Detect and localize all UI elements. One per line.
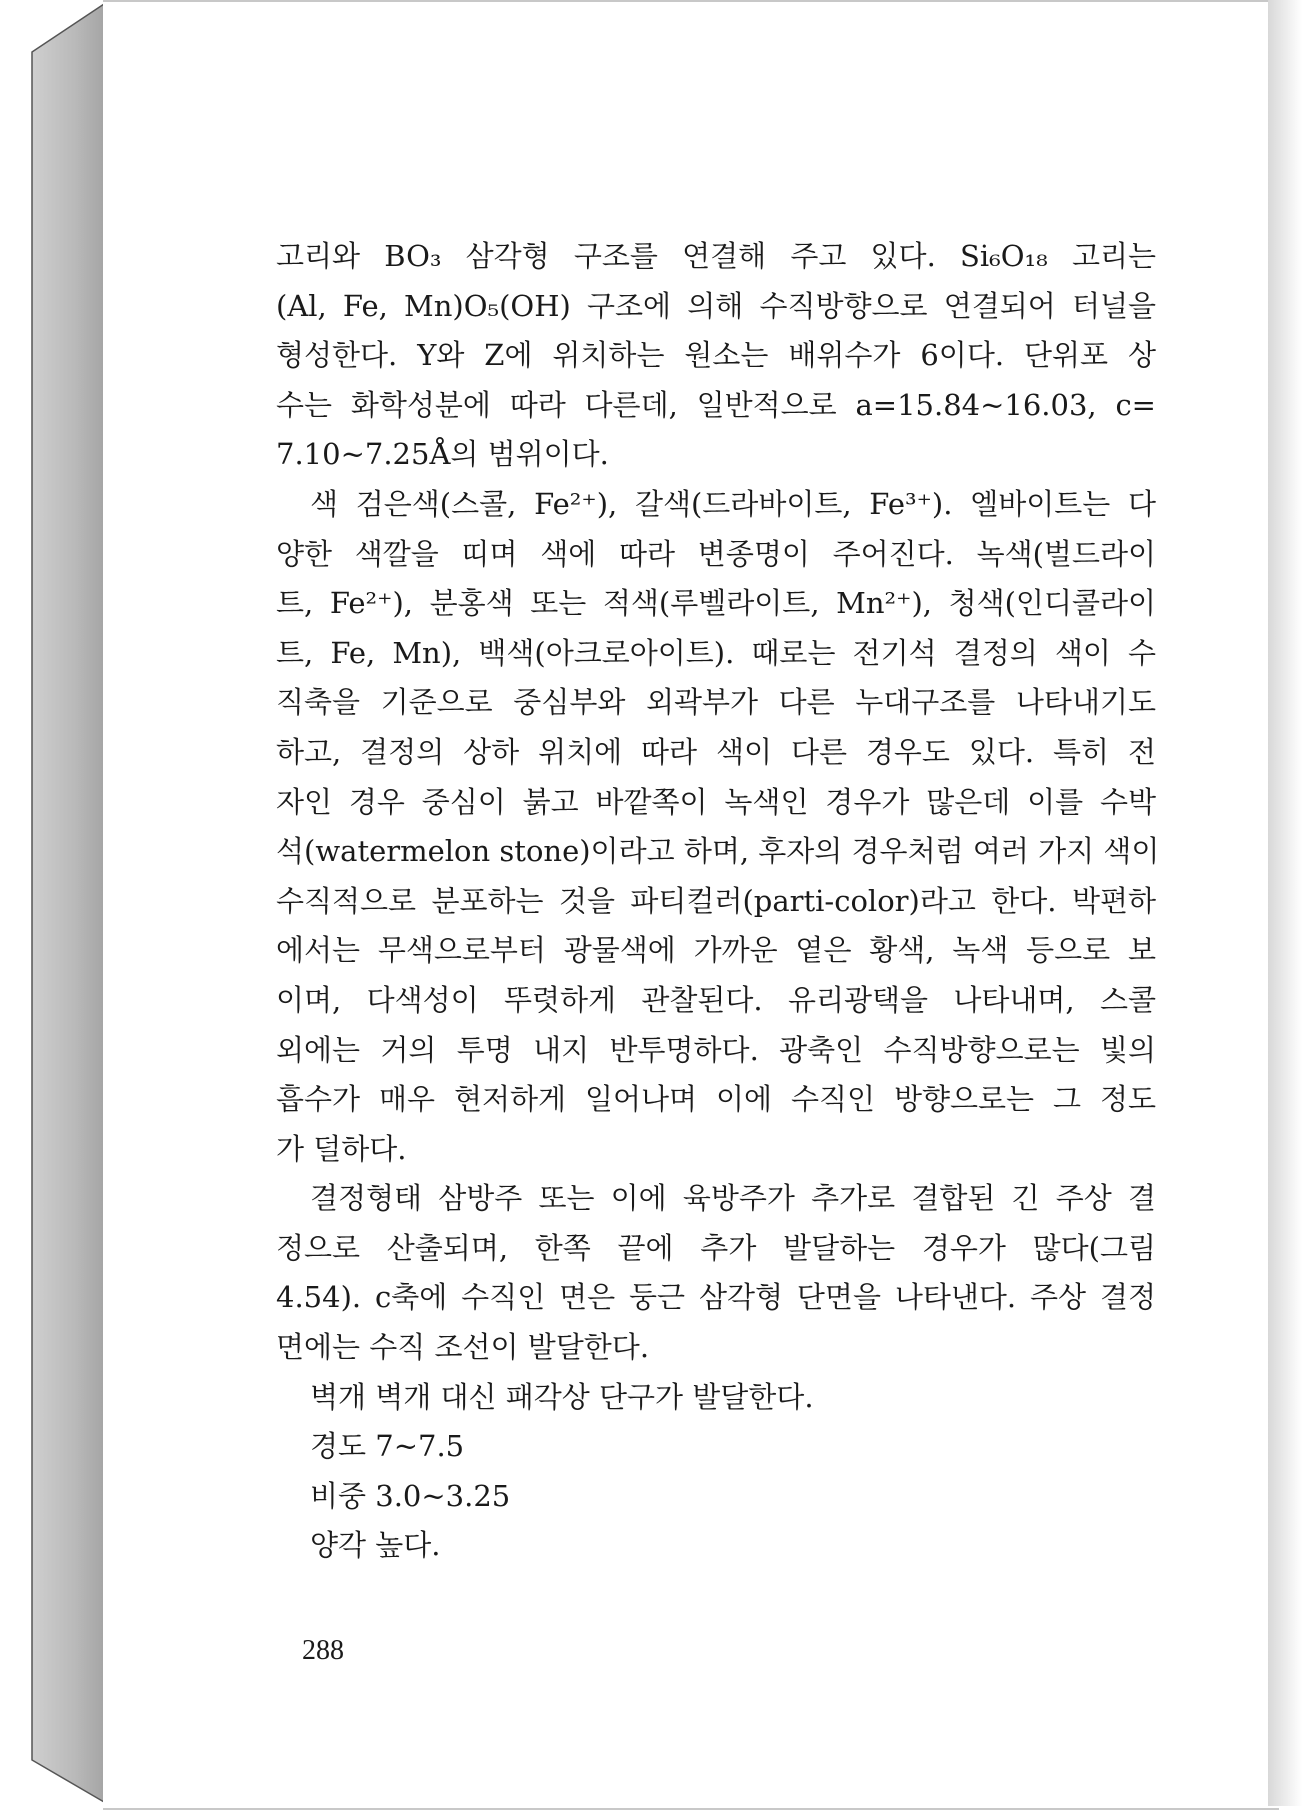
text-line: 자인 경우 중심이 붉고 바깥쪽이 녹색인 경우가 많은데 이를 수박 [276,784,1156,819]
text-line: (Al, Fe, Mn)O₅(OH) 구조에 의해 수직방향으로 연결되어 터널을 [276,288,1156,323]
page-edge-shadow [1268,0,1302,1806]
text-line: 비중 3.0~3.25 [310,1478,511,1513]
text-line: 고리와 BO₃ 삼각형 구조를 연결해 주고 있다. Si₆O₁₈ 고리는 [276,239,1156,273]
text-line: 외에는 거의 투명 내지 반투명하다. 광축인 수직방향으로는 빛의 [276,1032,1156,1067]
book-spine [0,0,110,1806]
text-line: 석(watermelon stone)이라고 하며, 후자의 경우처럼 여러 가지 색이 [276,834,1160,869]
text-line: 흡수가 매우 현저하게 일어나며 이에 수직인 방향으로는 그 정도 [276,1082,1156,1117]
text-line: 트, Fe²⁺), 분홍색 또는 적색(루벨라이트, Mn²⁺), 청색(인디콜라이 [276,586,1156,621]
text-line: 직축을 기준으로 중심부와 외곽부가 다른 누대구조를 나타내기도 [276,685,1156,720]
text-line: 벽개 벽개 대신 패각상 단구가 발달한다. [310,1379,814,1414]
text-line: 형성한다. Y와 Z에 위치하는 원소는 배위수가 6이다. 단위포 상 [276,338,1156,373]
page-body-text [276,232,1160,1571]
text-line: 트, Fe, Mn), 백색(아크로아이트). 때로는 전기석 결정의 색이 수 [276,635,1156,670]
text-line: 4.54). c축에 수직인 면은 둥근 삼각형 단면을 나타낸다. 주상 결정 [276,1280,1156,1315]
text-line: 이며, 다색성이 뚜렷하게 관찰된다. 유리광택을 나타내며, 스콜 [276,982,1156,1017]
text-line: 정으로 산출되며, 한쪽 끝에 추가 발달하는 경우가 많다(그림 [276,1230,1156,1265]
text-line: 수직적으로 분포하는 것을 파티컬러(parti-color)라고 한다. 박편하 [276,883,1156,918]
text-line: 면에는 수직 조선이 발달한다. [276,1330,650,1365]
page-number: 288 [302,1635,344,1666]
text-line: 결정형태 삼방주 또는 이에 육방주가 추가로 결합된 긴 주상 결 [310,1181,1156,1216]
text-line: 양한 색깔을 띠며 색에 따라 변종명이 주어진다. 녹색(벌드라이 [276,536,1156,571]
text-line: 에서는 무색으로부터 광물색에 가까운 옅은 황색, 녹색 등으로 보 [276,933,1156,968]
text-line: 경도 7~7.5 [310,1429,465,1464]
text-line: 7.10~7.25Å의 범위이다. [276,437,609,472]
text-line: 색 검은색(스콜, Fe²⁺), 갈색(드라바이트, Fe³⁺). 엘바이트는 다 [310,486,1156,521]
text-line: 수는 화학성분에 따라 다른데, 일반적으로 a=15.84~16.03, c= [276,387,1156,422]
text-line: 가 덜하다. [276,1131,407,1166]
text-line: 하고, 결정의 상하 위치에 따라 색이 다른 경우도 있다. 특히 전 [276,734,1156,769]
text-line: 양각 높다. [310,1528,441,1563]
